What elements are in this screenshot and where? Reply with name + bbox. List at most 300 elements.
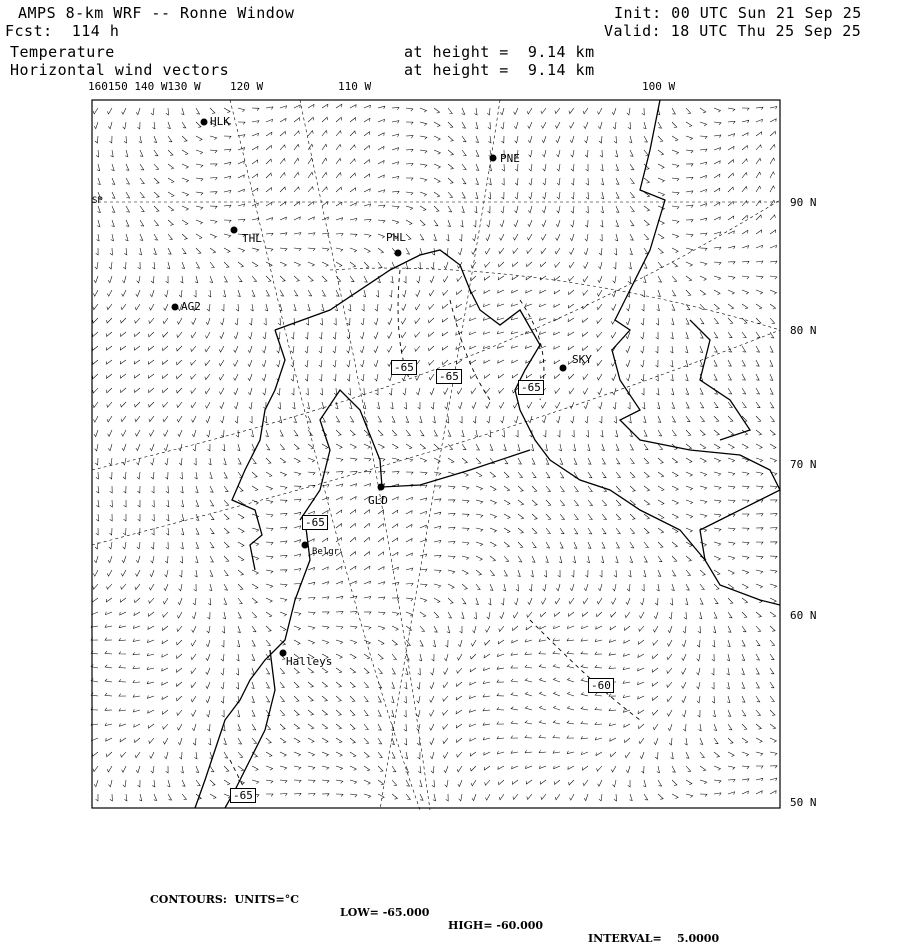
wind-barb [525,652,532,655]
wind-barb [728,598,733,603]
wind-barb [756,738,762,743]
wind-barb [222,444,225,451]
wind-barb [714,202,720,206]
wind-barb [152,780,155,787]
wind-barb [672,500,678,504]
wind-barb [582,332,588,336]
wind-barb [162,668,168,671]
wind-barb [164,430,169,436]
wind-barb [700,276,706,281]
wind-barb [672,122,677,128]
wind-barb [294,682,299,687]
wind-barb [154,206,159,211]
wind-barb [364,552,370,556]
wind-barb [686,444,692,449]
wind-barb [528,136,532,143]
wind-barb [727,682,730,689]
wind-barb [119,625,126,628]
wind-barb [322,104,328,108]
wind-barb [375,304,378,311]
wind-barb [641,374,644,381]
wind-barb [280,486,287,489]
wind-barb [459,234,462,241]
wind-barb [266,738,271,743]
wind-barb [670,360,673,367]
wind-barb [93,570,98,576]
wind-barb [712,682,715,689]
wind-barb [567,721,574,724]
wind-barb [672,556,677,562]
wind-barb [616,472,621,478]
wind-barb [742,173,747,179]
wind-barb [168,136,172,142]
wind-barb [280,668,285,674]
wind-barb [237,640,240,647]
wind-barb [206,654,210,661]
wind-barb [728,724,732,730]
wind-barb [543,584,546,591]
wind-barb [392,510,398,514]
wind-barb [714,612,717,618]
parallel-line [330,268,780,330]
wind-barb [644,794,648,800]
wind-barb [195,472,198,479]
wind-barb [476,486,483,490]
wind-barb [613,584,616,591]
wind-barb [686,514,693,518]
wind-barb [686,262,692,266]
wind-barb [700,162,707,165]
wind-barb [252,584,258,589]
wind-barb [163,346,169,351]
wind-barb [336,581,342,584]
wind-barb [571,178,574,185]
wind-barb [434,540,441,543]
wind-barb [122,108,126,114]
wind-barb [448,136,453,141]
wind-barb [600,570,602,577]
wind-barb [378,597,385,600]
wind-barb [406,524,412,528]
wind-barb [406,553,412,556]
wind-barb [224,486,228,492]
wind-barb [539,750,546,753]
wind-barb [700,176,707,179]
wind-barb [581,665,588,668]
wind-barb [504,472,509,477]
wind-barb [208,598,211,605]
wind-barb [770,640,775,646]
wind-barb [658,542,663,547]
wind-barb [654,612,658,619]
wind-barb [108,430,112,436]
wind-barb [110,500,113,507]
wind-barb [475,122,478,129]
wind-barb [461,612,464,619]
wind-barb [134,388,140,393]
wind-barb [350,612,357,615]
wind-barb [640,752,644,759]
wind-barb [457,276,462,281]
wind-barb [105,625,112,628]
wind-barb [336,510,342,514]
wind-barb [222,304,225,311]
wind-barb [490,542,496,547]
wind-barb [644,150,648,156]
wind-barb [714,402,718,408]
wind-barb [208,444,211,451]
wind-barb [364,204,371,207]
wind-barb [503,444,506,451]
wind-barb [238,248,245,252]
wind-barb [206,640,210,647]
wind-barb [700,472,707,476]
wind-barb [700,290,706,295]
wind-barb [420,444,426,449]
wind-barb [149,304,154,310]
wind-barb [629,136,632,143]
wind-barb [336,444,342,449]
wind-barb [434,512,441,515]
wind-barb [294,554,301,557]
wind-barb [420,598,427,602]
wind-barb [238,514,244,519]
wind-barb [573,444,576,451]
wind-barb [700,262,707,266]
wind-barb [742,514,749,516]
wind-barb [392,766,396,772]
wind-barb [671,332,674,339]
wind-barb [728,766,735,770]
wind-barb [574,542,577,548]
wind-barb [224,248,230,253]
wind-barb [266,444,270,450]
wind-barb [567,664,574,668]
wind-barb [420,498,427,501]
wind-barb [196,766,199,773]
wind-barb [611,598,616,604]
wind-barb [294,710,299,715]
wind-barb [574,458,577,464]
wind-barb [415,304,420,310]
wind-barb [162,696,168,700]
wind-barb [96,514,99,521]
wind-barb [770,402,774,408]
wind-barb [685,738,688,745]
wind-barb [443,360,449,365]
wind-barb [322,444,328,449]
wind-barb [714,570,720,575]
wind-barb [742,402,746,408]
wind-barb [595,693,602,696]
wind-barb [639,738,644,744]
wind-barb [476,150,479,156]
wind-barb [697,668,701,675]
wind-barb [420,485,427,488]
wind-barb [119,708,126,711]
wind-barb [456,738,462,743]
wind-barb [756,332,760,338]
wind-barb [404,710,407,717]
wind-barb [168,164,174,169]
wind-barb [374,318,378,325]
wind-barb [434,598,440,603]
wind-barb [644,500,650,505]
wind-barb [107,388,113,393]
wind-barb [672,178,679,181]
wind-barb [526,290,532,293]
wind-barb [540,290,546,293]
wind-barb [406,598,413,601]
wind-barb [597,290,602,296]
wind-barb [406,568,413,571]
wind-barb [404,682,407,689]
wind-barb [182,192,189,196]
wind-barb [336,780,343,783]
wind-barb [149,332,155,337]
wind-barb [498,360,504,363]
wind-barb [448,192,453,198]
wind-barb [266,132,272,136]
wind-barb [602,444,605,451]
wind-barb [168,150,173,155]
wind-barb [598,122,602,129]
wind-barb [294,626,301,630]
wind-barb [196,248,201,253]
wind-barb [511,751,518,754]
wind-barb [699,612,702,619]
wind-barb [658,192,665,196]
wind-barb [583,290,588,295]
wind-barb [644,206,650,211]
wind-barb [120,738,126,742]
wind-barb [531,570,534,577]
wind-barb [97,164,100,171]
wind-barb [162,654,168,657]
wind-barb [347,360,350,367]
wind-barb [657,304,660,311]
wind-barb [292,388,295,395]
wind-barb [162,640,168,644]
wind-barb [266,107,273,110]
wind-barb [614,570,617,577]
wind-barb [406,178,413,180]
wind-barb [392,612,399,616]
wind-barb [137,276,140,283]
wind-barb [192,724,196,731]
wind-barb [392,430,397,436]
contour-value-label: -65 [230,788,256,803]
wind-barb [119,638,126,641]
wind-barb [123,542,126,549]
wind-barb [224,176,231,179]
wind-barb [598,276,602,283]
wind-barb [392,524,398,528]
wind-barb [293,304,296,311]
wind-barb [416,290,420,297]
wind-barb [252,160,258,164]
wind-barb [517,444,520,451]
wind-barb [700,218,707,221]
wind-barb [597,612,603,617]
wind-barb [483,708,490,711]
wind-barb [644,430,647,436]
wind-barb [515,192,518,199]
wind-barb [140,150,143,156]
wind-barb [378,794,384,799]
wind-barb [471,654,476,659]
wind-barb [308,144,313,150]
wind-barb [196,136,202,141]
wind-barb [192,710,197,716]
wind-barb [121,752,126,757]
wind-barb [167,780,170,787]
wind-barb [512,276,518,280]
wind-barb [444,668,449,674]
wind-barb [613,402,616,409]
wind-barb [210,234,216,238]
wind-barb [294,540,301,543]
wind-barb [149,584,154,590]
wind-barb [629,262,632,269]
wind-barb [756,245,763,248]
wind-barb [456,304,462,308]
wind-barb [280,682,284,688]
wind-barb [672,430,676,436]
wind-barb [582,752,589,755]
wind-barb [569,598,574,604]
wind-barb [191,374,196,379]
wind-barb [728,738,733,743]
wind-barb [392,121,399,124]
wind-barb [470,332,477,335]
contour-info-footer [0,880,900,945]
wind-barb [770,172,775,178]
wind-barb [280,527,287,530]
wind-barb [406,220,412,225]
wind-barb [378,234,385,238]
wind-barb [434,150,440,154]
wind-barb [378,567,384,570]
wind-barb [150,570,154,577]
wind-barb [616,514,621,520]
wind-barb [559,556,562,563]
wind-barb [431,668,434,675]
wind-barb [350,626,357,629]
wind-barb [770,290,777,294]
wind-barb [529,192,532,199]
wind-barb [336,497,342,500]
wind-barb [151,472,154,479]
wind-barb [756,514,763,517]
wind-barb [207,612,210,619]
wind-barb [727,640,730,647]
station-marker [490,155,497,162]
wind-barb [224,262,229,267]
wind-barb [544,570,547,577]
wind-barb [554,332,560,335]
wind-barb [657,584,660,591]
wind-barb [598,262,602,269]
wind-barb [742,528,749,531]
contour-low: LOW= -65.000 [340,906,430,919]
wind-barb [179,290,182,297]
wind-barb [555,122,560,128]
wind-barb [742,640,745,646]
wind-barb [392,668,395,674]
wind-barb [192,318,196,324]
wind-barb [434,584,441,588]
wind-barb [136,290,140,297]
wind-barb [613,780,617,787]
wind-barb [105,693,112,696]
wind-barb [515,206,519,213]
wind-barb [430,738,434,745]
wind-barb [574,514,578,520]
wind-barb [322,682,328,687]
wind-barb [177,626,182,632]
wind-barb [644,178,650,183]
wind-barb [671,752,674,759]
wind-barb [98,206,101,213]
wind-barb [429,346,435,351]
wind-barb [714,472,721,476]
wind-barb [713,626,716,633]
wind-barb [266,262,272,267]
wind-barb [670,598,673,605]
wind-barb [420,794,423,800]
wind-barb [487,612,490,619]
wind-barb [714,598,718,604]
wind-barb [613,122,616,129]
wind-barb [515,178,518,185]
wind-barb [333,332,336,339]
wind-barb [336,262,342,267]
wind-barb [263,332,266,339]
wind-barb [280,145,285,150]
wind-barb [756,724,761,729]
wind-barb [644,136,647,142]
wind-barb [728,160,734,164]
wind-barb [458,640,462,647]
wind-barb [582,766,588,770]
wind-barb [388,318,392,325]
wind-barb [291,346,294,353]
wind-barb [177,416,182,422]
wind-barb [728,318,733,324]
wind-barb [742,791,748,794]
wind-barb [514,108,518,114]
wind-barb [626,766,630,773]
wind-barb [502,164,505,171]
wind-barb [364,566,370,570]
wind-barb [350,696,355,701]
wind-barb [238,542,244,547]
wind-barb [770,710,775,715]
wind-barb [456,696,462,700]
station-label: AG2 [181,300,201,313]
wind-barb [672,136,678,141]
ice-shelf-edge [300,390,530,520]
wind-barb [420,430,424,436]
wind-barb [210,136,217,140]
wind-barb [93,332,99,337]
wind-barb [150,444,154,451]
wind-barb [294,276,299,281]
wind-barb [280,173,285,178]
wind-barb [728,246,735,249]
wind-barb [107,752,113,757]
